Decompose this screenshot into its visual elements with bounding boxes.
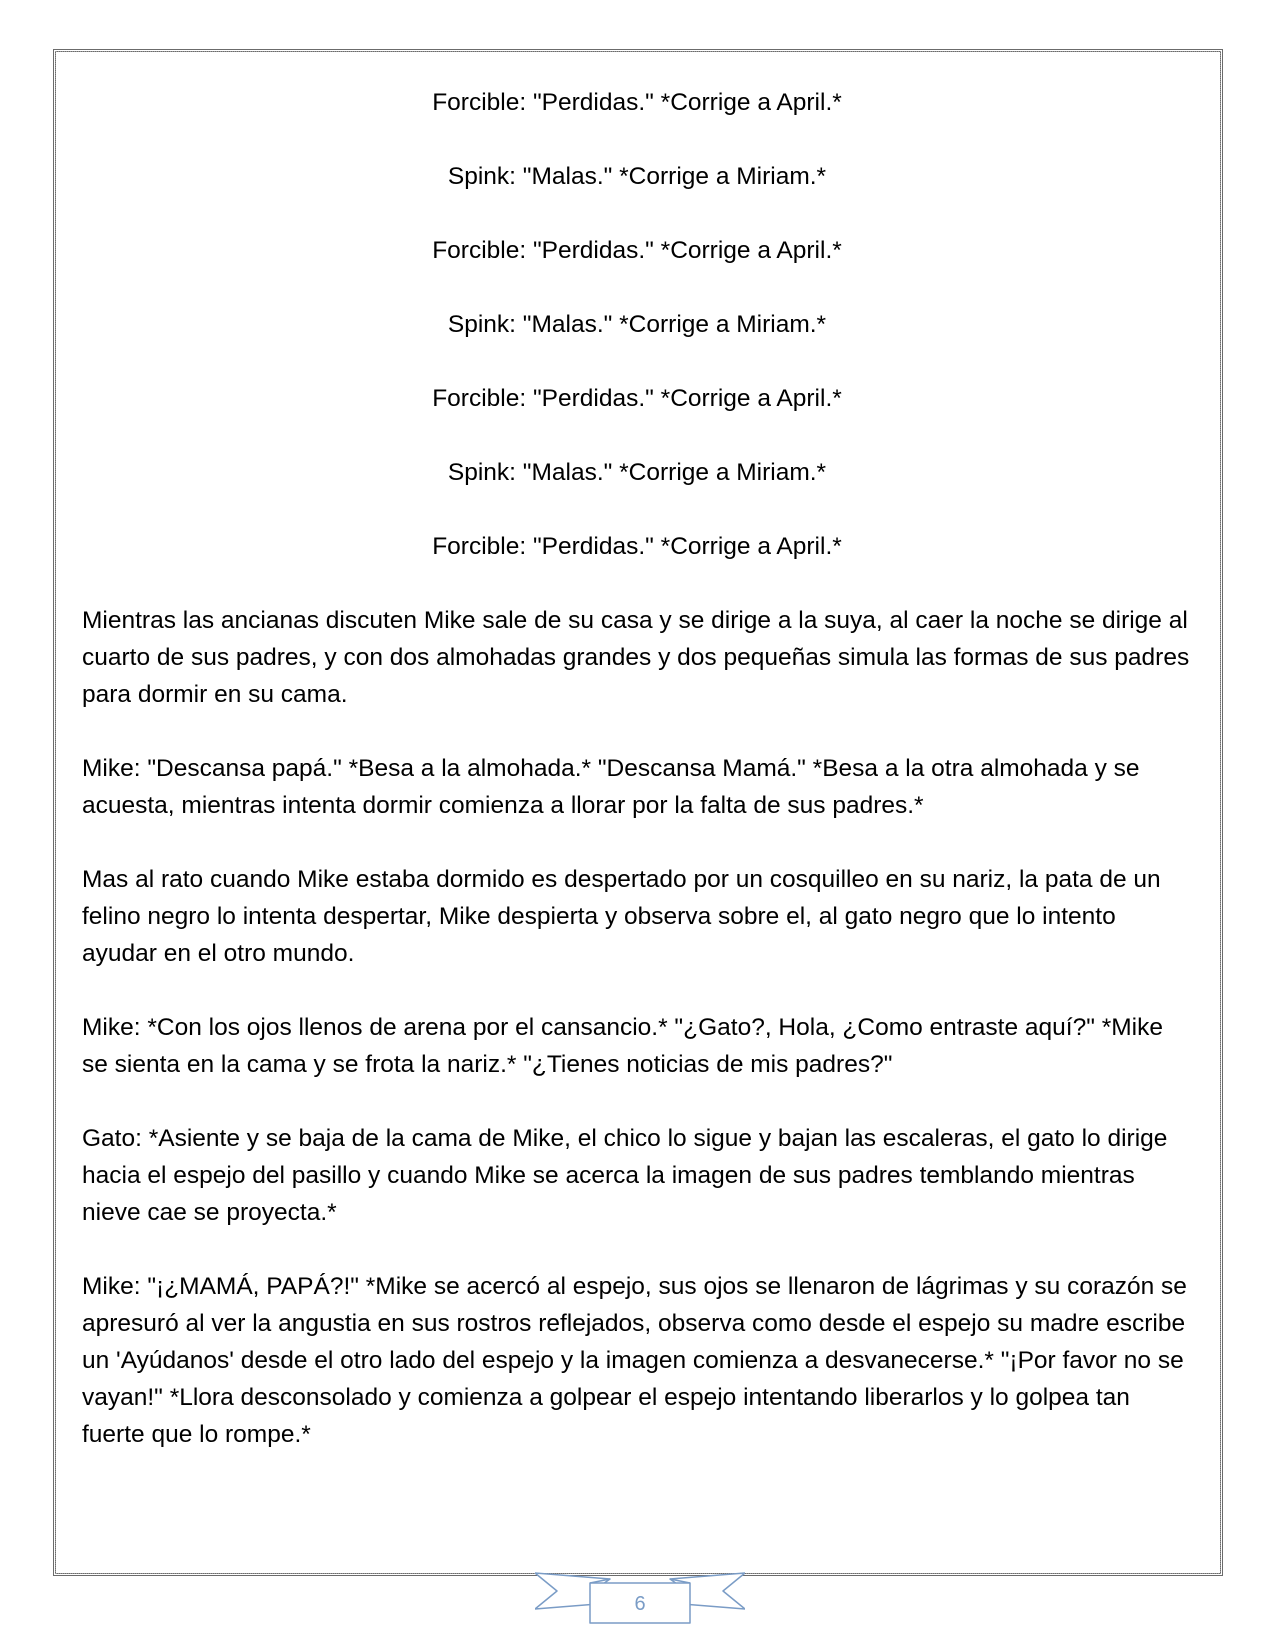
paragraph: Gato: *Asiente y se baja de la cama de Mike, el chico lo sigue y bajan las escaleras, el gato lo dirige hacia el espejo del pasillo y cuando Mike se acerca la imagen de sus padres temblando mientras nieve cae se proyecta.* [82,1125,1168,1226]
page-number: 6 [634,1593,646,1615]
dialog-line: Forcible: "Perdidas." *Corrige a April.* [432,89,842,116]
paragraph: Mike: "Descansa papá." *Besa a la almohada.* "Descansa Mamá." *Besa a la otra almohada y se acuesta, mientras intenta dormir comienza a llorar por la falta de sus padres.* [82,755,1140,819]
paragraph: Mike: *Con los ojos llenos de arena por el cansancio.* "¿Gato?, Hola, ¿Como entraste aquí?" *Mike se sienta en la cama y se frota la nariz.* "¿Tienes noticias de mis padres?" [82,1014,1163,1078]
dialog-line: Forcible: "Perdidas." *Corrige a April.* [432,237,842,264]
paragraph: Mas al rato cuando Mike estaba dormido es despertado por un cosquilleo en su nariz, la pata de un felino negro lo intenta despertar, Mike despierta y observa sobre el, al gato negro que lo intento ayudar en el otro mundo. [82,866,1161,967]
paragraph: Mike: "¡¿MAMÁ, PAPÁ?!" *Mike se acercó al espejo, sus ojos se llenaron de lágrimas y su corazón se apresuró al ver la angustia en sus rostros reflejados, observa como desde el espejo su madre escribe un 'Ayúdanos' desde el otro lado del espejo y la imagen comienza a desvanecerse.* "¡Por favor no se vayan!" *Llora desconsolado y comienza a golpear el espejo intentando liberarlos y lo golpea tan fuerte que lo rompe.* [82,1273,1187,1448]
dialog-line: Spink: "Malas." *Corrige a Miriam.* [447,459,827,486]
dialog-line: Forcible: "Perdidas." *Corrige a April.* [432,385,842,412]
dialog-line: Spink: "Malas." *Corrige a Miriam.* [447,163,827,190]
document-body [82,84,1192,1490]
paragraph: Mientras las ancianas discuten Mike sale de su casa y se dirige a la suya, al caer la noche se dirige al cuarto de sus padres, y con dos almohadas grandes y dos pequeñas simula las formas de sus padres para dormir en su cama. [82,607,1190,708]
dialog-line: Forcible: "Perdidas." *Corrige a April.* [432,533,842,560]
page-number-ribbon [535,1565,745,1625]
dialog-line: Spink: "Malas." *Corrige a Miriam.* [447,311,827,338]
